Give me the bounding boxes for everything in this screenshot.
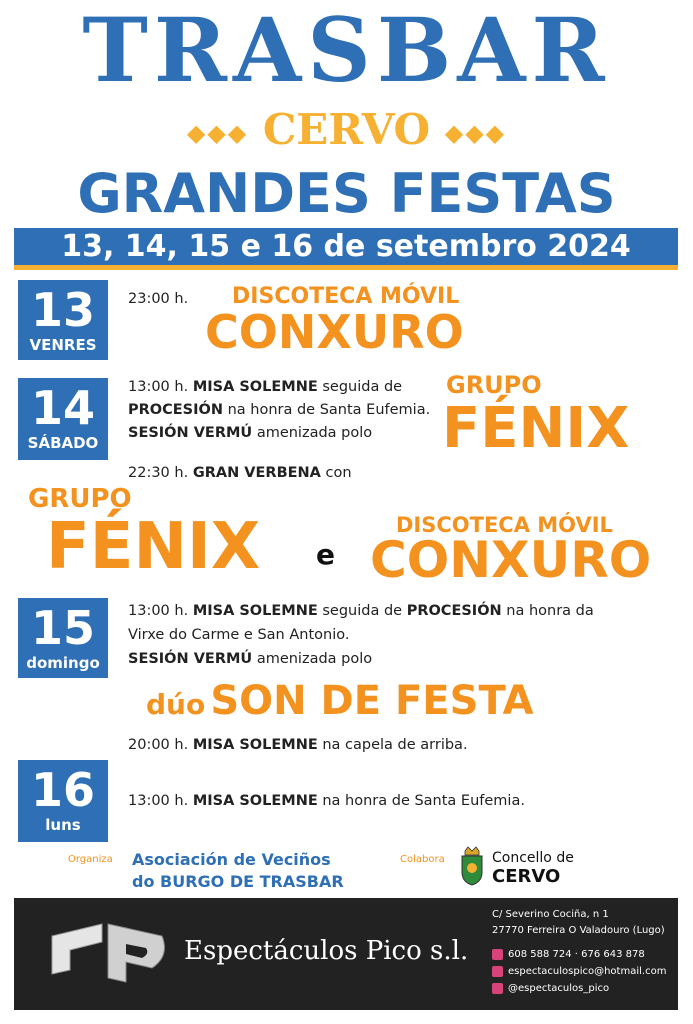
day15-line2: Virxe do Carme e San Antonio. <box>128 627 350 643</box>
day15-act-large: SON DE FESTA <box>210 678 534 724</box>
address-line2: 27770 Ferreira O Valadouro (Lugo) <box>492 925 665 936</box>
phone-icon <box>492 949 503 960</box>
subtitle: CERVO <box>262 105 431 154</box>
day16-line: 13:00 h. MISA SOLEMNE na honra de Santa Eufemia. <box>128 793 525 809</box>
day-number: 14 <box>30 381 95 435</box>
day-number: 15 <box>30 601 95 655</box>
poster-title: TRASBAR <box>82 0 611 102</box>
and-connector: e <box>316 538 335 571</box>
band2-small: DISCOTECA MÓVIL <box>396 513 613 537</box>
day15-act <box>146 678 534 724</box>
day-number: 13 <box>30 283 95 337</box>
phone-numbers: 608 588 724 · 676 643 878 <box>508 949 645 960</box>
day-badge-15 <box>18 598 108 678</box>
day-name: luns <box>45 816 81 834</box>
assoc-line1: Asociación de Veciños <box>132 850 331 869</box>
organiza-label: Organiza <box>68 854 113 865</box>
day-name: domingo <box>26 654 100 672</box>
headline: GRANDES FESTAS <box>77 162 616 225</box>
day14-act-small: GRUPO <box>446 371 542 399</box>
instagram-handle[interactable]: @espectaculos_pico <box>508 983 610 994</box>
day15-act-prefix: dúo <box>146 688 206 721</box>
email-address[interactable]: espectaculospico@hotmail.com <box>508 966 667 977</box>
company-logo-icon <box>42 916 172 996</box>
day-number: 16 <box>30 763 95 817</box>
day13-act-large: CONXURO <box>205 305 464 359</box>
day14-line2: PROCESIÓN na honra de Santa Eufemia. <box>128 402 431 418</box>
day14-line3: SESIÓN VERMÚ amenizada polo <box>128 425 373 441</box>
phone-row <box>492 948 645 962</box>
day-badge-14 <box>18 378 108 460</box>
email-row <box>492 965 666 979</box>
day13-act-small: DISCOTECA MÓVIL <box>232 284 460 309</box>
day-name: SÁBADO <box>27 434 99 452</box>
company-name: Espectáculos Pico s.l. <box>184 936 469 966</box>
address-line1: C/ Severino Cociña, n 1 <box>492 909 609 920</box>
colabora-label: Colabora <box>400 854 445 865</box>
concello-shield-icon <box>458 846 486 890</box>
band1-large: FÉNIX <box>46 510 261 584</box>
day14-act-large: FÉNIX <box>442 396 630 461</box>
day15-line1: 13:00 h. MISA SOLEMNE seguida de PROCESIÓN na honra da <box>128 603 594 619</box>
day-badge-13 <box>18 280 108 360</box>
assoc-line2: do BURGO DE TRASBAR <box>132 872 344 891</box>
band1-small: GRUPO <box>28 484 132 514</box>
footer-bar <box>14 898 678 1010</box>
band2-large: CONXURO <box>370 531 652 589</box>
day15-line4: 20:00 h. MISA SOLEMNE na capela de arriba. <box>128 737 468 753</box>
instagram-icon <box>492 983 503 994</box>
ornament-right-icon: ◆◆◆ <box>444 118 507 147</box>
day-badge-16 <box>18 760 108 842</box>
date-bar: 13, 14, 15 e 16 de setembro 2024 <box>14 228 678 270</box>
day-name: VENRES <box>29 336 97 354</box>
concello-bottom: CERVO <box>492 866 561 887</box>
day14-line1: 13:00 h. MISA SOLEMNE seguida de <box>128 379 403 395</box>
instagram-row <box>492 982 609 996</box>
email-icon <box>492 966 503 977</box>
subtitle-row <box>0 105 693 158</box>
concello-top: Concello de <box>492 850 574 866</box>
day14-line4: 22:30 h. GRAN VERBENA con <box>128 465 352 481</box>
day13-time: 23:00 h. <box>128 291 189 307</box>
ornament-left-icon: ◆◆◆ <box>186 118 249 147</box>
day15-line3: SESIÓN VERMÚ amenizada polo <box>128 651 373 667</box>
